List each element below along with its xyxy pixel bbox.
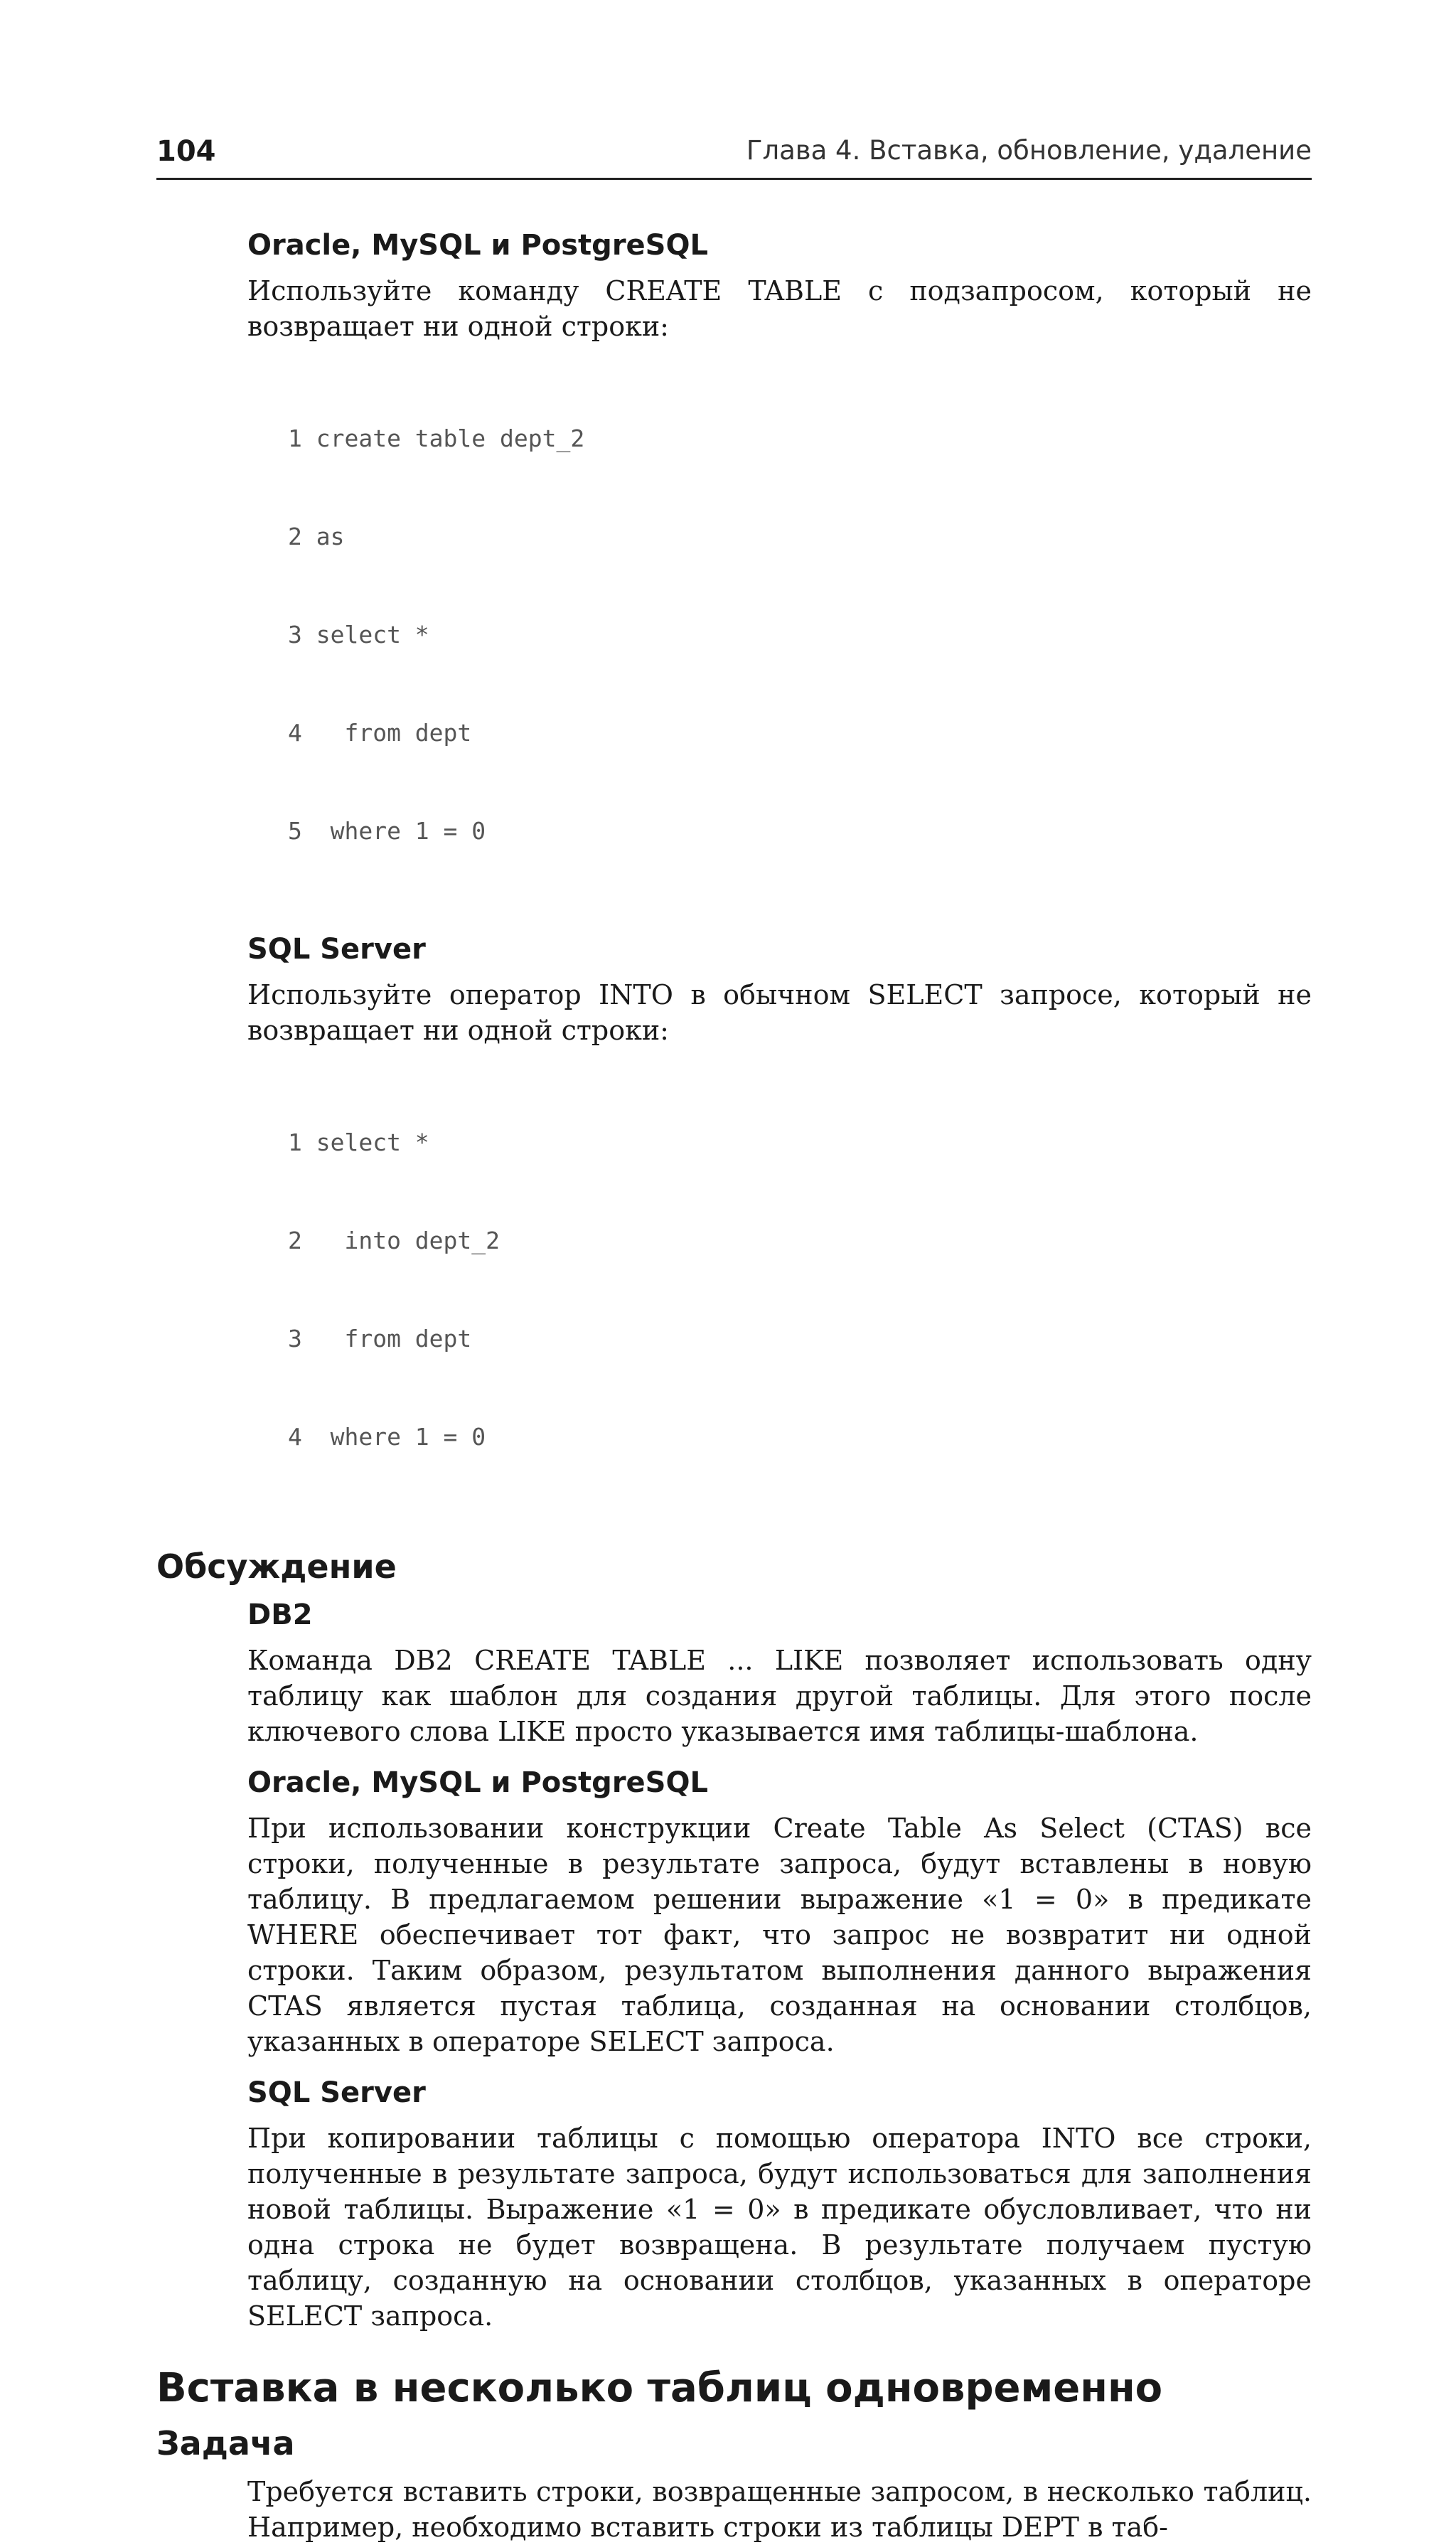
code-line: 5 where 1 = 0 <box>288 817 486 845</box>
code-line: 1 select * <box>288 1129 429 1156</box>
heading-task: Задача <box>156 2424 295 2463</box>
code-block-oracle <box>288 357 1312 913</box>
heading-db2: DB2 <box>247 1599 313 1631</box>
code-line: 2 as <box>288 523 345 550</box>
running-head: Глава 4. Вставка, обновление, удаление <box>746 135 1312 166</box>
page-content <box>156 213 1312 2545</box>
paragraph-oracle-solution: Используйте команду CREATE TABLE с подзапросом, который не возвращает ни одной строки: <box>247 275 1312 342</box>
paragraph-task: Требуется вставить строки, возвращенные запросом, в несколько таблиц. Например, необходимо вставить строки из таблицы DEPT в таб- <box>247 2476 1312 2543</box>
heading-oracle-discussion: Oracle, MySQL и PostgreSQL <box>247 1766 708 1799</box>
code-line: 4 where 1 = 0 <box>288 1423 486 1451</box>
heading-discussion: Обсуждение <box>156 1547 397 1586</box>
paragraph-oracle-discussion: При использовании конструкции Create Table As Select (CTAS) все строки, полученные в результате запроса, будут вставлены в новую таблицу. В предлагаемом решении выражение «1 = 0» в предикате WHERE обеспечивает тот факт, что запрос не возвратит ни одной строки. Таким образом, результатом выполнения данного выражения CTAS является пустая таблица, созданная на основании столбцов, указанных в операторе SELECT запроса. <box>247 1813 1312 2057</box>
paragraph-sqlserver-discussion: При копировании таблицы с помощью оператора INTO все строки, полученные в результате запроса, будут использоваться для заполнения новой таблицы. Выражение «1 = 0» в предикате обусловливает, что ни одна строка не будет возвращена. В результате получаем пустую таблицу, созданную на основании столбцов, указанных в операторе SELECT запроса. <box>247 2123 1312 2332</box>
heading-sqlserver-discussion: SQL Server <box>247 2076 426 2109</box>
heading-sqlserver-solution: SQL Server <box>247 933 426 966</box>
heading-multi-table-insert: Вставка в несколько таблиц одновременно <box>156 2365 1163 2411</box>
code-line: 1 create table dept_2 <box>288 425 585 452</box>
paragraph-db2: Команда DB2 CREATE TABLE ... LIKE позволяет использовать одну таблицу как шаблон для создания другой таблицы. Для этого после ключевого слова LIKE просто указывается имя таблицы-шаблона. <box>247 1645 1312 1747</box>
heading-oracle-solution: Oracle, MySQL и PostgreSQL <box>247 229 708 262</box>
code-line: 3 select * <box>288 621 429 649</box>
code-line: 3 from dept <box>288 1325 472 1352</box>
code-line: 2 into dept_2 <box>288 1227 500 1254</box>
page-header <box>156 135 1312 180</box>
paragraph-sqlserver-solution: Используйте оператор INTO в обычном SELECT запросе, который не возвращает ни одной строки: <box>247 979 1312 1046</box>
page-number: 104 <box>156 135 216 168</box>
code-line: 4 from dept <box>288 719 472 747</box>
code-block-sqlserver <box>288 1061 1312 1519</box>
